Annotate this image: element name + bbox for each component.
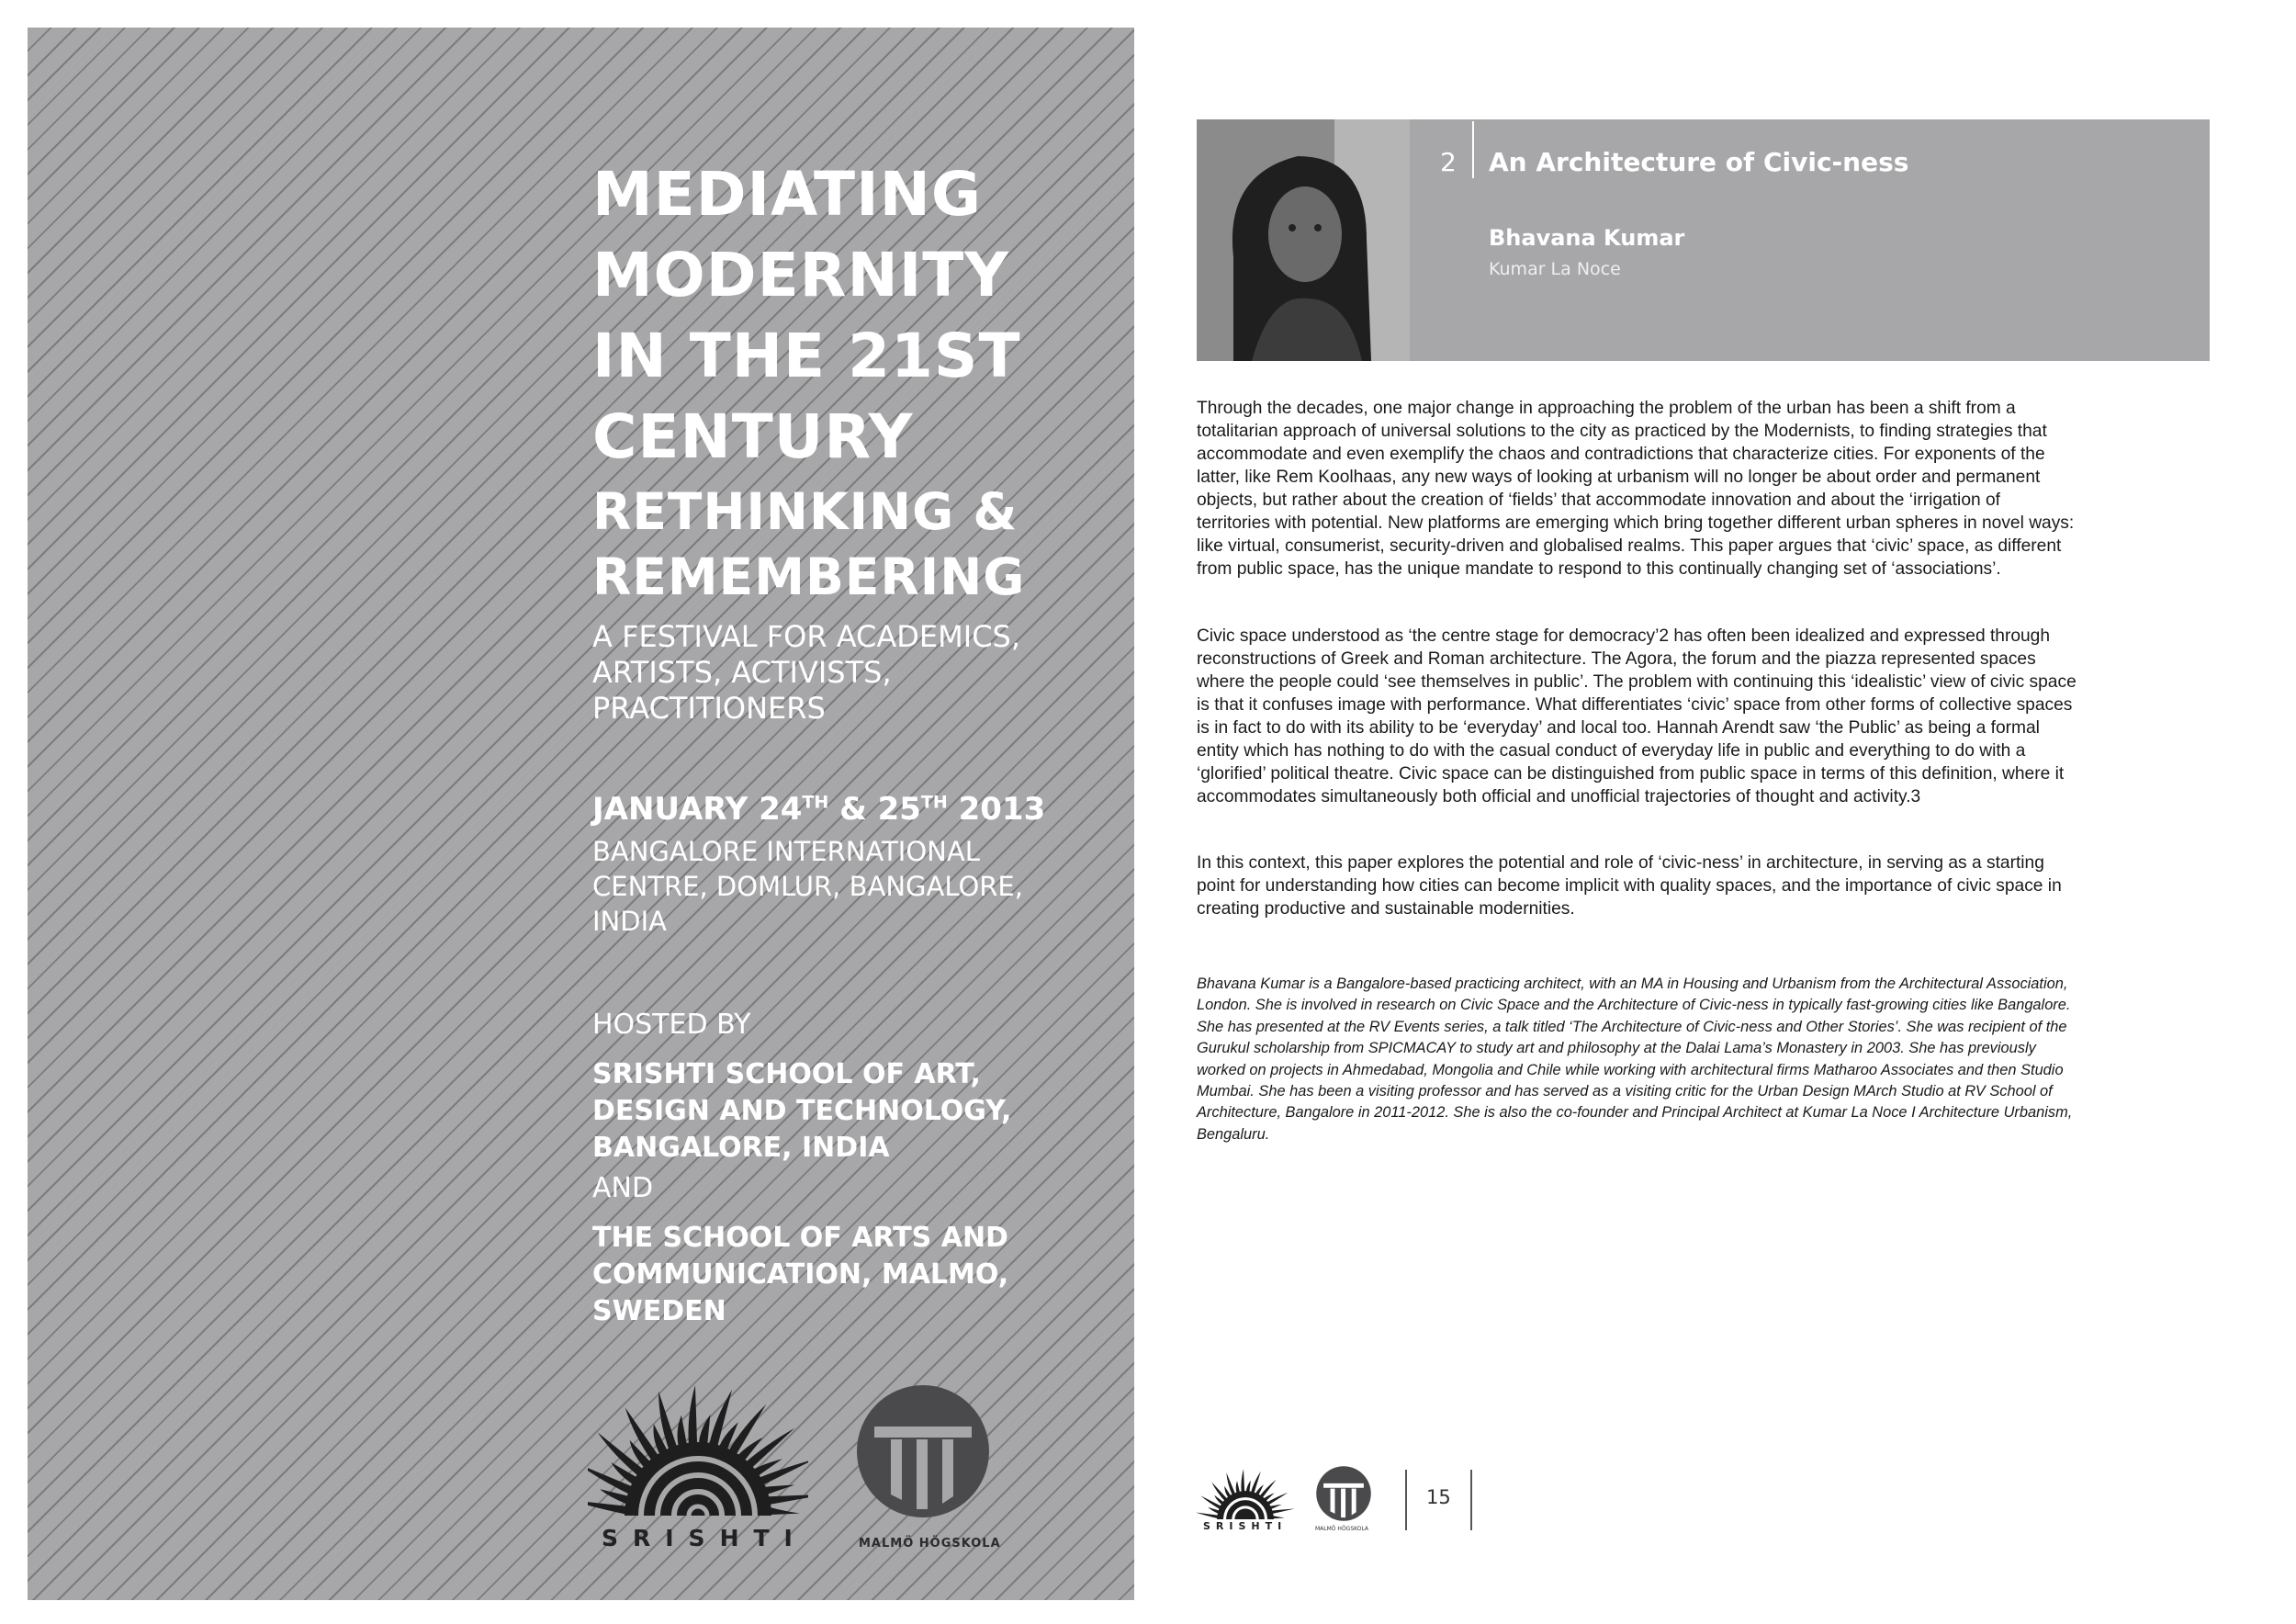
host-line: BANGALORE, INDIA bbox=[592, 1132, 890, 1164]
author-affiliation: Kumar La Noce bbox=[1489, 259, 1621, 279]
title-line: MEDIATING bbox=[592, 159, 983, 230]
host-line: SRISHTI SCHOOL OF ART, bbox=[592, 1058, 981, 1090]
author-bio: Bhavana Kumar is a Bangalore-based practicing architect, with an MA in Housing and Urbanism from the Architectural Association, London. She is involved in research on Civic Space and the Architecture of Civic-ness in typically fast-growing cities like Bangalore. She has presented at the RV Events series, a talk titled ‘The Architecture of Civic-ness and Other Stories’. She was recipient of the Gurukul scholarship from SPICMACAY to study art and philosophy at the Dalai Lama’s Monastery in 2003. She has previously worked on projects in Ahmedabad, Mongolia and Chile while working with architectural firms Matharoo Associates and then Studio Mumbai. She has been a visiting professor and has served as a visiting critic for the Urban Design MArch Studio at RV School of Architecture, Bangalore in 2011-2012. She is also the co-founder and Principal Architect at Kumar La Noce I Architecture Urbanism, Bengaluru. bbox=[1197, 976, 2073, 1143]
dates-sup: TH bbox=[802, 792, 829, 813]
festival-line: A FESTIVAL FOR ACADEMICS, bbox=[592, 619, 1021, 654]
host-line: COMMUNICATION, MALMO, bbox=[592, 1258, 1009, 1291]
host-line: SWEDEN bbox=[592, 1295, 726, 1327]
venue-line: CENTRE, DOMLUR, BANGALORE, bbox=[592, 871, 1023, 902]
footer-malmo-logo-icon bbox=[1315, 1465, 1372, 1522]
paper-title: An Architecture of Civic-ness bbox=[1489, 147, 1909, 177]
malmo-hogskola-logo-icon bbox=[854, 1382, 992, 1520]
footer-divider bbox=[1405, 1470, 1407, 1530]
body-paragraph: In this context, this paper explores the potential and role of ‘civic-ness’ in architecture, in serving as a starting point for understanding how cities can become implicit with quality spaces, and the importance of civic space in creating productive and sustainable modernities. bbox=[1197, 853, 2062, 919]
cover-panel bbox=[28, 28, 1134, 1600]
venue-line: INDIA bbox=[592, 906, 667, 937]
paper-header bbox=[1197, 119, 2210, 361]
dates-sup: TH bbox=[920, 792, 948, 813]
cover-title bbox=[592, 154, 1107, 478]
and-label: AND bbox=[592, 1172, 654, 1204]
cover-subtitle bbox=[592, 479, 1107, 610]
festival-line: ARTISTS, ACTIVISTS, bbox=[592, 655, 892, 690]
hosted-by-label: HOSTED BY bbox=[592, 1009, 751, 1041]
author-name: Bhavana Kumar bbox=[1489, 225, 1685, 251]
malmo-logo-text: MALMÖ HÖGSKOLA bbox=[859, 1537, 1001, 1551]
srishti-logo-text: SRISHTI bbox=[602, 1525, 807, 1551]
subtitle-line: RETHINKING & bbox=[592, 482, 1019, 541]
author-photo bbox=[1197, 119, 1410, 361]
host-malmo bbox=[592, 1220, 1143, 1330]
event-dates bbox=[592, 788, 1143, 830]
footer-srishti-logo-icon bbox=[1197, 1468, 1294, 1519]
event-venue bbox=[592, 834, 1143, 939]
host-srishti bbox=[592, 1056, 1143, 1167]
title-line: CENTURY bbox=[592, 401, 914, 472]
footer-malmo-text: MALMÖ HÖGSKOLA bbox=[1315, 1526, 1369, 1532]
title-line: MODERNITY bbox=[592, 240, 1010, 310]
header-divider bbox=[1472, 121, 1474, 178]
host-line: THE SCHOOL OF ARTS AND bbox=[592, 1222, 1008, 1254]
dates-suffix: 2013 bbox=[947, 791, 1046, 828]
festival-line: PRACTITIONERS bbox=[592, 691, 826, 726]
paper-number: 2 bbox=[1440, 147, 1457, 177]
festival-description bbox=[592, 619, 1125, 727]
body-paragraph: Through the decades, one major change in approaching the problem of the urban has been a shift from a totalitarian approach of universal solutions to the city as practiced by the Modernists, to finding strategies that accommodate and even exemplify the chaos and contradictions that characterize cities. For exponents of the latter, like Rem Koolhaas, any new ways of looking at urbanism will no longer be about order and permanent objects, but rather about the creation of ‘fields’ that accommodate innovation and about the ‘irrigation of territories with potential. New platforms are emerging which bring together different urban spheres in novel ways: like virtual, consumerist, security-driven and globalised realms. This paper argues that ‘civic’ space, as different from public space, has the unique mandate to respond to this continually changing set of ‘associations’. bbox=[1197, 399, 2075, 579]
body-paragraph: Civic space understood as ‘the centre stage for democracy’2 has often been idealized and expressed through reconstructions of Greek and Roman architecture. The Agora, the forum and the piazza represented spaces where the people could ‘see themselves in public’. The problem with continuing this ‘idealistic’ view of civic space is that it confuses image with performance. What differentiates ‘civic’ space from other forms of collective spaces is in fact to do with its ability to be ‘everyday’ and local too. Hannah Arendt saw ‘the Public’ as being a formal entity which has nothing to do with the casual conduct of everyday life in public and everything to do with a ‘glorified’ political theatre. Civic space can be distinguished from public space in terms of this definition, where it accommodates simultaneously both official and unofficial trajectories of thought and activity.3 bbox=[1197, 626, 2077, 806]
author-portrait-icon bbox=[1197, 119, 1410, 361]
page-number: 15 bbox=[1426, 1486, 1451, 1508]
subtitle-line: REMEMBERING bbox=[592, 547, 1026, 606]
dates-prefix: JANUARY 24 bbox=[592, 791, 803, 828]
footer-srishti-text: SRISHTI bbox=[1203, 1520, 1288, 1532]
dates-mid: & 25 bbox=[828, 791, 921, 828]
title-line: IN THE 21ST bbox=[592, 321, 1021, 391]
host-line: DESIGN AND TECHNOLOGY, bbox=[592, 1095, 1012, 1127]
srishti-sun-logo-icon bbox=[588, 1382, 808, 1516]
venue-line: BANGALORE INTERNATIONAL bbox=[592, 836, 980, 867]
footer-divider bbox=[1470, 1470, 1472, 1530]
